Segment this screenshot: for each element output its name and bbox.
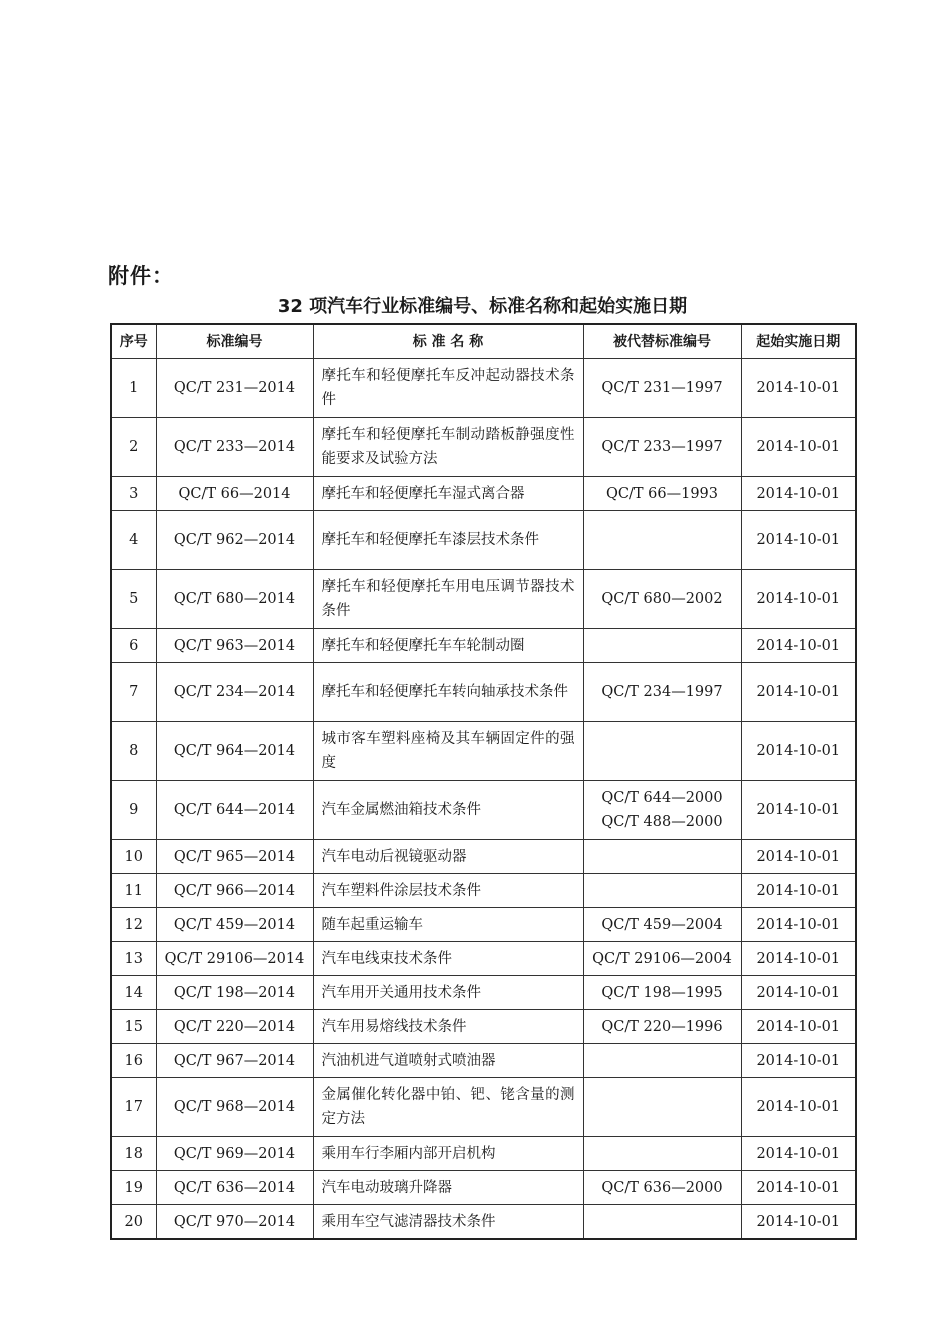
cell-replaced [583, 477, 741, 511]
column-header-replaced: 被代替标准编号 [583, 324, 741, 359]
cell-code: QC/T 965—2014 [156, 840, 313, 874]
cell-name: 汽车用易熔线技术条件 [313, 1010, 583, 1044]
cell-seq: 6 [111, 629, 156, 663]
cell-name: 随车起重运输车 [313, 908, 583, 942]
cell-name: 汽油机进气道喷射式喷油器 [313, 1044, 583, 1078]
cell-code: QC/T 970—2014 [156, 1205, 313, 1240]
cell-seq: 15 [111, 1010, 156, 1044]
cell-seq: 1 [111, 359, 156, 418]
cell-code: QC/T 680—2014 [156, 570, 313, 629]
table-row [111, 722, 856, 781]
cell-replaced [583, 840, 741, 874]
cell-date: 2014-10-01 [741, 477, 856, 511]
cell-seq: 8 [111, 722, 156, 781]
cell-replaced [583, 1205, 741, 1240]
cell-replaced [583, 1171, 741, 1205]
cell-replaced [583, 1044, 741, 1078]
cell-name: 汽车电线束技术条件 [313, 942, 583, 976]
table-row [111, 663, 856, 722]
replaced-code: QC/T 459—2004 [601, 916, 723, 933]
cell-date: 2014-10-01 [741, 976, 856, 1010]
cell-replaced [583, 1078, 741, 1137]
cell-replaced [583, 418, 741, 477]
table-row [111, 874, 856, 908]
cell-date: 2014-10-01 [741, 359, 856, 418]
table-row [111, 418, 856, 477]
column-header-seq: 序号 [111, 324, 156, 359]
replaced-code: QC/T 680—2002 [601, 591, 723, 607]
cell-name: 城市客车塑料座椅及其车辆固定件的强度 [313, 722, 583, 781]
cell-replaced [583, 942, 741, 976]
cell-seq: 13 [111, 942, 156, 976]
replaced-code: QC/T 644—2000 [601, 790, 723, 806]
cell-date: 2014-10-01 [741, 570, 856, 629]
replaced-code: QC/T 234—1997 [601, 684, 723, 700]
table-row [111, 942, 856, 976]
column-header-code: 标准编号 [156, 324, 313, 359]
document-title: 32 项汽车行业标准编号、标准名称和起始实施日期 [277, 296, 688, 317]
cell-date: 2014-10-01 [741, 1171, 856, 1205]
cell-name: 摩托车和轻便摩托车转向轴承技术条件 [313, 663, 583, 722]
cell-date: 2014-10-01 [741, 781, 856, 840]
cell-name: 乘用车空气滤清器技术条件 [313, 1205, 583, 1240]
cell-code: QC/T 459—2014 [156, 908, 313, 942]
cell-date: 2014-10-01 [741, 722, 856, 781]
cell-code: QC/T 220—2014 [156, 1010, 313, 1044]
cell-date: 2014-10-01 [741, 942, 856, 976]
replaced-code: QC/T 198—1995 [601, 984, 723, 1001]
cell-seq: 19 [111, 1171, 156, 1205]
cell-replaced [583, 359, 741, 418]
table-row [111, 1078, 856, 1137]
cell-name: 摩托车和轻便摩托车车轮制动圈 [313, 629, 583, 663]
cell-seq: 3 [111, 477, 156, 511]
cell-name: 摩托车和轻便摩托车漆层技术条件 [313, 511, 583, 570]
table-row [111, 1171, 856, 1205]
cell-code: QC/T 636—2014 [156, 1171, 313, 1205]
column-header-name: 标 准 名 称 [313, 324, 583, 359]
cell-date: 2014-10-01 [741, 1010, 856, 1044]
standards-table [110, 323, 857, 1240]
replaced-code: QC/T 231—1997 [601, 380, 723, 396]
table-row [111, 511, 856, 570]
table-row [111, 570, 856, 629]
cell-seq: 14 [111, 976, 156, 1010]
cell-name: 摩托车和轻便摩托车用电压调节器技术条件 [313, 570, 583, 629]
table-row [111, 629, 856, 663]
cell-seq: 5 [111, 570, 156, 629]
cell-name: 乘用车行李厢内部开启机构 [313, 1137, 583, 1171]
cell-code: QC/T 967—2014 [156, 1044, 313, 1078]
cell-date: 2014-10-01 [741, 1137, 856, 1171]
replaced-code: QC/T 233—1997 [601, 439, 723, 455]
cell-date: 2014-10-01 [741, 511, 856, 570]
cell-seq: 17 [111, 1078, 156, 1137]
cell-name: 汽车用开关通用技术条件 [313, 976, 583, 1010]
cell-replaced [583, 908, 741, 942]
cell-replaced [583, 722, 741, 781]
cell-name: 汽车金属燃油箱技术条件 [313, 781, 583, 840]
cell-code: QC/T 964—2014 [156, 722, 313, 781]
cell-seq: 12 [111, 908, 156, 942]
replaced-code: QC/T 220—1996 [601, 1018, 723, 1035]
cell-replaced [583, 511, 741, 570]
table-row [111, 1137, 856, 1171]
table-row [111, 976, 856, 1010]
table-row [111, 1010, 856, 1044]
cell-replaced [583, 1010, 741, 1044]
replaced-code: QC/T 636—2000 [601, 1179, 723, 1196]
cell-name: 汽车电动后视镜驱动器 [313, 840, 583, 874]
cell-replaced [583, 874, 741, 908]
attachment-label: 附件： [108, 264, 174, 288]
cell-seq: 4 [111, 511, 156, 570]
table-row [111, 359, 856, 418]
column-header-date: 起始实施日期 [741, 324, 856, 359]
cell-seq: 16 [111, 1044, 156, 1078]
replaced-code: QC/T 66—1993 [606, 485, 718, 502]
cell-name: 汽车电动玻璃升降器 [313, 1171, 583, 1205]
table-row [111, 477, 856, 511]
cell-seq: 20 [111, 1205, 156, 1240]
cell-seq: 2 [111, 418, 156, 477]
cell-code: QC/T 198—2014 [156, 976, 313, 1010]
cell-replaced [583, 663, 741, 722]
cell-seq: 18 [111, 1137, 156, 1171]
cell-code: QC/T 966—2014 [156, 874, 313, 908]
cell-code: QC/T 233—2014 [156, 418, 313, 477]
table-header-row [111, 324, 856, 359]
cell-date: 2014-10-01 [741, 874, 856, 908]
cell-replaced [583, 781, 741, 840]
cell-date: 2014-10-01 [741, 418, 856, 477]
cell-name: 摩托车和轻便摩托车湿式离合器 [313, 477, 583, 511]
cell-seq: 9 [111, 781, 156, 840]
cell-code: QC/T 231—2014 [156, 359, 313, 418]
cell-code: QC/T 963—2014 [156, 629, 313, 663]
table-row [111, 1205, 856, 1240]
cell-name: 金属催化转化器中铂、钯、铑含量的测定方法 [313, 1078, 583, 1137]
table-row [111, 908, 856, 942]
cell-code: QC/T 962—2014 [156, 511, 313, 570]
cell-code: QC/T 968—2014 [156, 1078, 313, 1137]
cell-code: QC/T 644—2014 [156, 781, 313, 840]
cell-date: 2014-10-01 [741, 629, 856, 663]
cell-code: QC/T 969—2014 [156, 1137, 313, 1171]
cell-name: 摩托车和轻便摩托车反冲起动器技术条件 [313, 359, 583, 418]
cell-replaced [583, 976, 741, 1010]
cell-seq: 11 [111, 874, 156, 908]
cell-name: 摩托车和轻便摩托车制动踏板静强度性能要求及试验方法 [313, 418, 583, 477]
cell-code: QC/T 234—2014 [156, 663, 313, 722]
cell-seq: 7 [111, 663, 156, 722]
cell-name: 汽车塑料件涂层技术条件 [313, 874, 583, 908]
cell-date: 2014-10-01 [741, 840, 856, 874]
table-row [111, 840, 856, 874]
cell-replaced [583, 570, 741, 629]
cell-replaced [583, 1137, 741, 1171]
replaced-code: QC/T 29106—2004 [592, 950, 732, 967]
cell-date: 2014-10-01 [741, 908, 856, 942]
cell-seq: 10 [111, 840, 156, 874]
cell-date: 2014-10-01 [741, 663, 856, 722]
cell-code: QC/T 66—2014 [156, 477, 313, 511]
cell-date: 2014-10-01 [741, 1044, 856, 1078]
cell-replaced [583, 629, 741, 663]
cell-date: 2014-10-01 [741, 1205, 856, 1240]
cell-code: QC/T 29106—2014 [156, 942, 313, 976]
cell-date: 2014-10-01 [741, 1078, 856, 1137]
table-row [111, 781, 856, 840]
table-row [111, 1044, 856, 1078]
replaced-code: QC/T 488—2000 [601, 814, 723, 830]
